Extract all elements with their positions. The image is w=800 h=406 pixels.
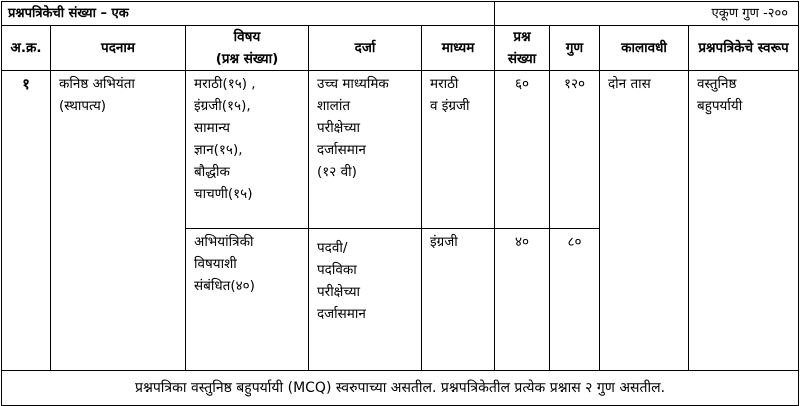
subject-line: बौद्धीक — [194, 164, 230, 180]
level-line: (१२ वी) — [317, 164, 357, 180]
format-line1: वस्तुनिष्ठ — [697, 76, 737, 92]
col-header-sno: अ.क्र. — [2, 26, 51, 71]
row-duration: दोन तास — [600, 71, 689, 371]
exam-scheme-table — [1, 1, 799, 406]
section1-marks: १२० — [550, 71, 600, 229]
level-line: परीक्षेच्या — [317, 120, 361, 136]
section2-questions: ४० — [495, 229, 550, 371]
footer-row — [2, 371, 799, 406]
post-line1: कनिष्ठ अभियंता — [59, 76, 135, 92]
subject-line: चाचणी(१५) — [194, 186, 253, 202]
subject-line: अभियांत्रिकी — [194, 234, 254, 250]
row-post — [51, 71, 186, 371]
col-header-format: प्रश्नपत्रिकेचे स्वरूप — [689, 26, 799, 71]
level-line: पदवी/ — [317, 240, 348, 256]
section2-marks: ८० — [550, 229, 600, 371]
section2-medium — [422, 229, 495, 371]
medium-line: इंग्रजी — [430, 234, 458, 250]
post-line2: (स्थापत्य) — [59, 98, 107, 114]
level-line: परीक्षेच्या — [317, 284, 361, 300]
col-header-questions-line1: प्रश्न — [513, 29, 531, 45]
subject-line: इंग्रजी(१५), — [194, 98, 251, 114]
subject-line: मराठी(१५) , — [194, 76, 256, 92]
format-line2: बहुपर्यायी — [697, 98, 743, 114]
level-line: पदविका — [317, 262, 357, 278]
subject-line: विषयाशी — [194, 256, 237, 272]
row-format — [689, 71, 799, 371]
col-header-subject-line1: विषय — [233, 29, 261, 45]
section2-level — [309, 229, 422, 371]
col-header-duration: कालावधी — [600, 26, 689, 71]
col-header-marks: गुण — [550, 26, 600, 71]
row-sno: १ — [2, 71, 51, 371]
subject-line: ज्ञान(१५), — [194, 142, 243, 158]
section1-level — [309, 71, 422, 229]
level-line: उच्च माध्यमिक — [317, 76, 389, 92]
col-header-subject — [186, 26, 309, 71]
medium-line: मराठी — [430, 76, 459, 92]
section2-subject — [186, 229, 309, 371]
subject-line: सामान्य — [194, 120, 231, 136]
col-header-questions-line2: संख्या — [507, 51, 537, 67]
section1-subject — [186, 71, 309, 229]
level-line: दर्जासमान — [317, 142, 366, 158]
section1-medium — [422, 71, 495, 229]
total-marks: एकूण गुण -२०० — [495, 2, 799, 26]
paper-count-title: प्रश्नपत्रिकेची संख्या – एक — [2, 2, 495, 26]
footer-note: प्रश्नपत्रिका वस्तुनिष्ठ बहुपर्यायी (MCQ) स्वरुपाच्या असतील. प्रश्नपत्रिकेतील प्रत्येक प्रश्नास २ गुण असतील. — [2, 371, 799, 406]
col-header-medium: माध्यम — [422, 26, 495, 71]
title-row — [2, 2, 799, 26]
col-header-subject-line2: (प्रश्न संख्या) — [215, 51, 279, 67]
header-row — [2, 26, 799, 71]
table-row — [2, 71, 799, 229]
medium-line: व इंग्रजी — [430, 98, 470, 114]
level-line: दर्जासमान — [317, 306, 366, 322]
level-line: शालांत — [317, 98, 351, 114]
col-header-level: दर्जा — [309, 26, 422, 71]
subject-line: संबंधित(४०) — [194, 278, 255, 294]
col-header-post: पदनाम — [51, 26, 186, 71]
section1-questions: ६० — [495, 71, 550, 229]
col-header-questions — [495, 26, 550, 71]
